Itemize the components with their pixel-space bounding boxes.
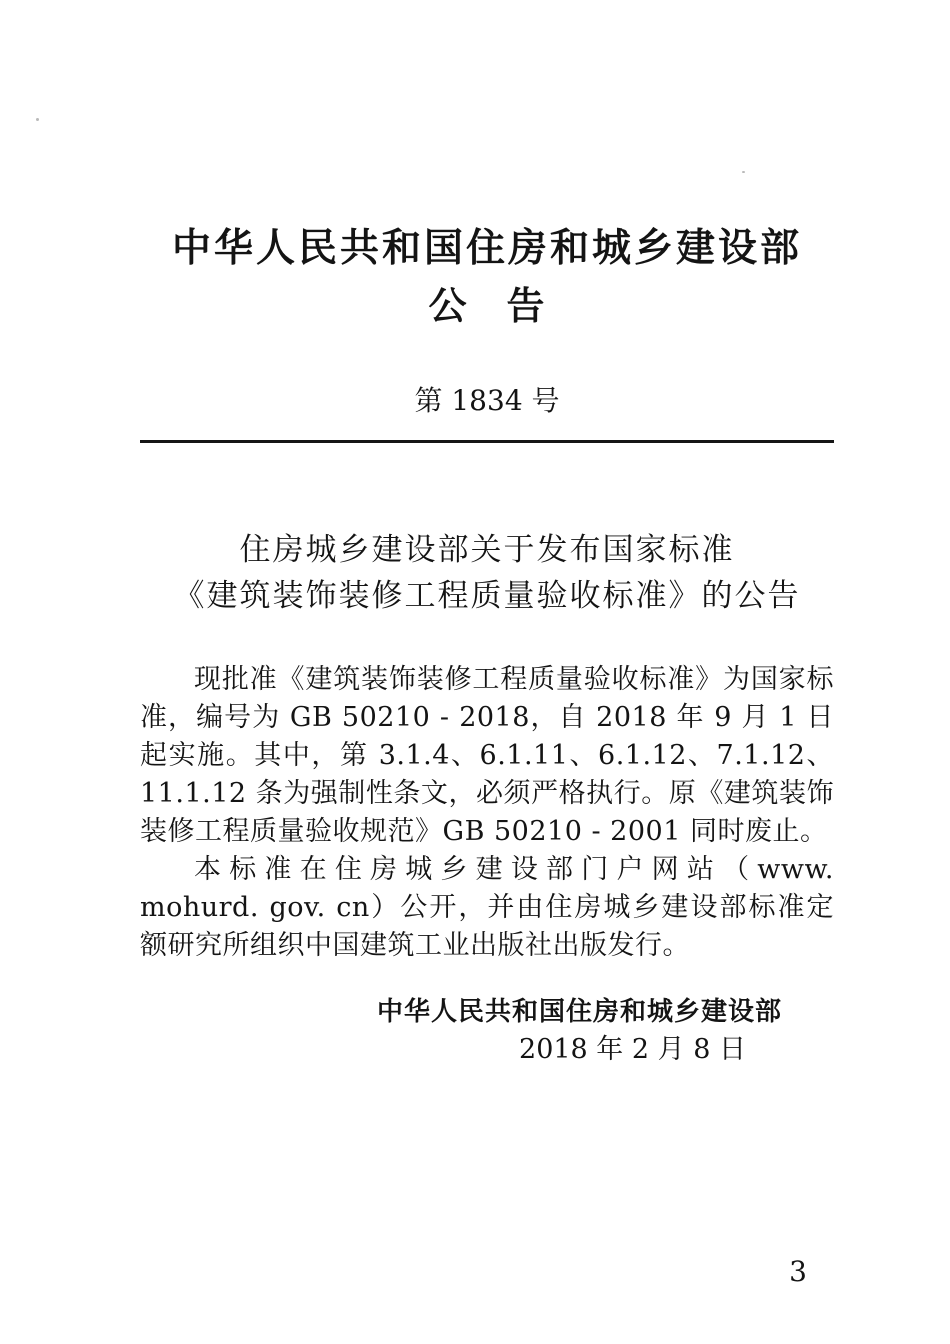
signature: 中华人民共和国住房和城乡建设部	[376, 997, 782, 1027]
scan-speck	[36, 118, 39, 121]
divider-rule	[140, 440, 834, 443]
body-paragraph-2: 本标准在住房城乡建设部门户网站（www. mohurd. gov. cn）公开，并由住房城乡建设部标准定额研究所组织中国建筑工业出版社出版发行。	[140, 854, 834, 961]
subtitle-line-1: 住房城乡建设部关于发布国家标准	[239, 532, 735, 568]
body-paragraph-1: 现批准《建筑装饰装修工程质量验收标准》为国家标准，编号为 GB 50210 - 2018，自 2018 年 9 月 1 日起实施。其中，第 3.1.4、6.1.11、6.1.12、7.1.12、11.1.12 条为强制性条文，必须严格执行。原《建筑装饰装修工程质量验收规范》GB 50210 - 2001 同时废止。	[140, 664, 834, 847]
document-number: 第 1834 号	[414, 384, 560, 417]
signature-date: 2018 年 2 月 8 日	[519, 1034, 746, 1065]
scan-speck	[742, 171, 745, 173]
issuer-title: 中华人民共和国住房和城乡建设部	[171, 225, 802, 271]
subtitle-line-2: 《建筑装饰装修工程质量验收标准》的公告	[173, 578, 801, 614]
document-content	[140, 226, 834, 1065]
announcement-label: 公 告	[428, 283, 546, 328]
page-number: 3	[789, 1255, 807, 1288]
